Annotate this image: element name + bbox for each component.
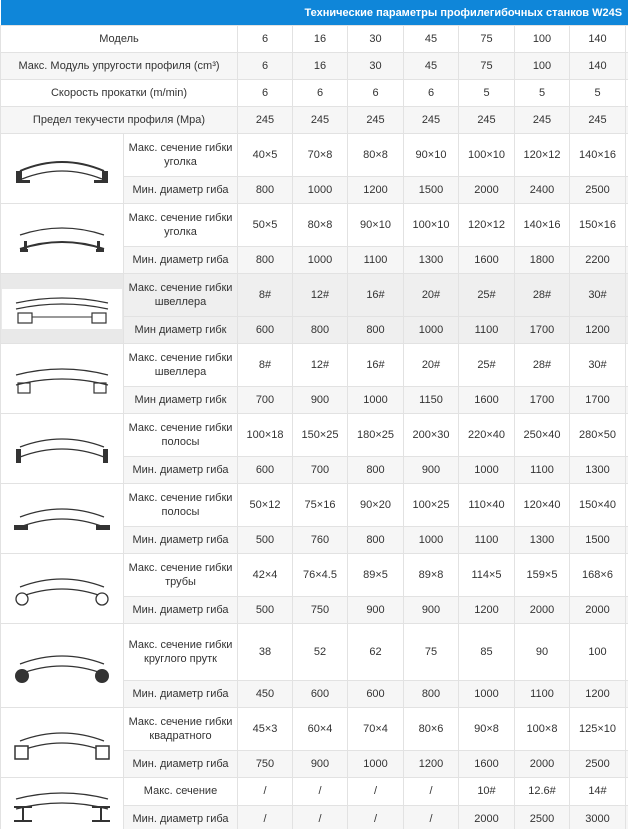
- value-cell: 12.6#: [515, 778, 570, 806]
- param-label: Макс. сечение гибки швеллера: [124, 274, 238, 317]
- value-cell: 45: [404, 53, 459, 80]
- value-cell: 1000: [293, 246, 348, 273]
- value-cell: 100×10: [459, 134, 515, 177]
- header-row: [1, 26, 628, 53]
- value-cell: 1500: [570, 526, 626, 553]
- value-cell: 1100: [515, 680, 570, 707]
- value-cell: /: [293, 778, 348, 806]
- value-cell: 1600: [459, 750, 515, 777]
- value-cell: 600: [238, 456, 293, 483]
- value-cell: 760: [293, 526, 348, 553]
- value-cell: 1000: [348, 386, 404, 413]
- param-label: Макс. сечение гибки полосы: [124, 484, 238, 527]
- value-cell: 42×4: [238, 554, 293, 597]
- value-cell: 900: [404, 456, 459, 483]
- value-cell: 750: [238, 750, 293, 777]
- value-cell: 20#: [404, 274, 459, 317]
- value-cell: 900: [293, 386, 348, 413]
- value-cell: 1000: [459, 680, 515, 707]
- value-cell: 2000: [515, 750, 570, 777]
- param-label: Макс. сечение гибки уголка: [124, 204, 238, 247]
- value-cell: 6: [238, 53, 293, 80]
- angle-in-icon: [2, 219, 122, 259]
- value-cell: 1200: [459, 596, 515, 623]
- value-cell: 120×12: [515, 134, 570, 177]
- value-cell: 245: [459, 107, 515, 134]
- value-cell: 75: [459, 26, 515, 53]
- value-cell: 450: [238, 680, 293, 707]
- header-label: Модель: [1, 26, 238, 53]
- value-cell: 245: [404, 107, 459, 134]
- value-cell: 800: [348, 316, 404, 343]
- param-label: Мин диаметр гибк: [124, 316, 238, 343]
- value-cell: 90×10: [348, 204, 404, 247]
- data-row: [1, 204, 628, 247]
- value-cell: 76×4.5: [293, 554, 348, 597]
- value-cell: 150×40: [570, 484, 626, 527]
- value-cell: 1200: [348, 176, 404, 203]
- data-row: [1, 708, 628, 751]
- value-cell: 90: [515, 624, 570, 681]
- value-cell: 159×5: [515, 554, 570, 597]
- value-cell: 2500: [570, 176, 626, 203]
- value-cell: 150×16: [570, 204, 626, 247]
- header-label: Макс. Модуль упругости профиля (cm³): [1, 53, 238, 80]
- header-row: [1, 53, 628, 80]
- value-cell: 800: [293, 316, 348, 343]
- data-row: [1, 344, 628, 387]
- value-cell: 1600: [459, 386, 515, 413]
- profile-image: [1, 134, 124, 204]
- value-cell: 110×40: [459, 484, 515, 527]
- value-cell: 140×16: [570, 134, 626, 177]
- param-label: Мин. диаметр гиба: [124, 750, 238, 777]
- value-cell: 200×30: [404, 414, 459, 457]
- value-cell: 1300: [515, 526, 570, 553]
- value-cell: 16#: [348, 274, 404, 317]
- value-cell: 28#: [515, 344, 570, 387]
- param-label: Мин. диаметр гиба: [124, 680, 238, 707]
- header-row: [1, 80, 628, 107]
- value-cell: 700: [293, 456, 348, 483]
- value-cell: 90×10: [404, 134, 459, 177]
- value-cell: 114×5: [459, 554, 515, 597]
- value-cell: 75: [459, 53, 515, 80]
- value-cell: 6: [293, 80, 348, 107]
- data-row: [1, 554, 628, 597]
- param-label: Мин. диаметр гиба: [124, 176, 238, 203]
- value-cell: 70×4: [348, 708, 404, 751]
- value-cell: 2400: [515, 176, 570, 203]
- header-label: Предел текучести профиля (Mpa): [1, 107, 238, 134]
- value-cell: 16: [293, 26, 348, 53]
- value-cell: 6: [238, 80, 293, 107]
- value-cell: 140×16: [515, 204, 570, 247]
- value-cell: 1000: [293, 176, 348, 203]
- value-cell: 1100: [515, 456, 570, 483]
- value-cell: 70×8: [293, 134, 348, 177]
- value-cell: 1000: [404, 526, 459, 553]
- value-cell: 25#: [459, 344, 515, 387]
- value-cell: 62: [348, 624, 404, 681]
- value-cell: 89×5: [348, 554, 404, 597]
- param-label: Мин диаметр гибк: [124, 386, 238, 413]
- profile-image: [1, 344, 124, 414]
- value-cell: 1700: [570, 386, 626, 413]
- value-cell: 12#: [293, 344, 348, 387]
- angle-out-icon: [2, 149, 122, 189]
- value-cell: 2000: [570, 596, 626, 623]
- value-cell: 900: [348, 596, 404, 623]
- value-cell: 600: [238, 316, 293, 343]
- value-cell: 600: [348, 680, 404, 707]
- value-cell: 1200: [404, 750, 459, 777]
- value-cell: 250×40: [515, 414, 570, 457]
- value-cell: 700: [238, 386, 293, 413]
- value-cell: 800: [348, 456, 404, 483]
- value-cell: 80×8: [348, 134, 404, 177]
- value-cell: 30: [348, 26, 404, 53]
- param-label: Мин. диаметр гиба: [124, 526, 238, 553]
- value-cell: 16: [293, 53, 348, 80]
- value-cell: 52: [293, 624, 348, 681]
- value-cell: 1100: [348, 246, 404, 273]
- value-cell: 6: [404, 80, 459, 107]
- value-cell: 75×16: [293, 484, 348, 527]
- value-cell: /: [238, 805, 293, 829]
- value-cell: 2500: [570, 750, 626, 777]
- value-cell: 600: [293, 680, 348, 707]
- value-cell: 900: [293, 750, 348, 777]
- flat-bar-vertical-icon: [2, 429, 122, 469]
- value-cell: 140: [570, 26, 626, 53]
- value-cell: 30#: [570, 344, 626, 387]
- value-cell: 8#: [238, 274, 293, 317]
- value-cell: 245: [293, 107, 348, 134]
- square-tube-icon: [2, 723, 122, 763]
- value-cell: 1000: [348, 750, 404, 777]
- channel-out-icon: [2, 289, 122, 329]
- value-cell: 6: [348, 80, 404, 107]
- value-cell: 750: [293, 596, 348, 623]
- value-cell: 1800: [515, 246, 570, 273]
- value-cell: 180×25: [348, 414, 404, 457]
- value-cell: 245: [570, 107, 626, 134]
- value-cell: /: [404, 805, 459, 829]
- value-cell: 245: [515, 107, 570, 134]
- value-cell: 1100: [459, 316, 515, 343]
- value-cell: 80×6: [404, 708, 459, 751]
- value-cell: 125×10: [570, 708, 626, 751]
- value-cell: 12#: [293, 274, 348, 317]
- value-cell: 1300: [404, 246, 459, 273]
- profile-image: [1, 204, 124, 274]
- param-label: Макс. сечение гибки швеллера: [124, 344, 238, 387]
- value-cell: /: [293, 805, 348, 829]
- value-cell: 1700: [515, 316, 570, 343]
- param-label: Макс. сечение гибки трубы: [124, 554, 238, 597]
- flat-bar-horizontal-icon: [2, 499, 122, 539]
- param-label: Макс. сечение гибки уголка: [124, 134, 238, 177]
- value-cell: 100×10: [404, 204, 459, 247]
- profile-image: [1, 274, 124, 344]
- value-cell: 3000: [570, 805, 626, 829]
- value-cell: 2200: [570, 246, 626, 273]
- value-cell: /: [348, 778, 404, 806]
- value-cell: 150×25: [293, 414, 348, 457]
- data-row: [1, 624, 628, 681]
- value-cell: 14#: [570, 778, 626, 806]
- value-cell: 75: [404, 624, 459, 681]
- value-cell: 50×5: [238, 204, 293, 247]
- value-cell: 100: [515, 53, 570, 80]
- value-cell: 2000: [459, 176, 515, 203]
- value-cell: 90×8: [459, 708, 515, 751]
- value-cell: 2500: [515, 805, 570, 829]
- value-cell: 500: [238, 526, 293, 553]
- value-cell: 20#: [404, 344, 459, 387]
- param-label: Мин. диаметр гиба: [124, 246, 238, 273]
- value-cell: 1500: [404, 176, 459, 203]
- profile-image: [1, 554, 124, 624]
- value-cell: 50×12: [238, 484, 293, 527]
- profile-image: [1, 778, 124, 829]
- value-cell: 100×8: [515, 708, 570, 751]
- value-cell: 800: [348, 526, 404, 553]
- value-cell: /: [348, 805, 404, 829]
- value-cell: 89×8: [404, 554, 459, 597]
- param-label: Макс. сечение гибки квадратного: [124, 708, 238, 751]
- profile-image: [1, 484, 124, 554]
- value-cell: 30#: [570, 274, 626, 317]
- value-cell: 1700: [515, 386, 570, 413]
- value-cell: 10#: [459, 778, 515, 806]
- beam-icon: [2, 785, 122, 825]
- value-cell: 38: [238, 624, 293, 681]
- data-row: [1, 484, 628, 527]
- value-cell: 5: [515, 80, 570, 107]
- value-cell: 28#: [515, 274, 570, 317]
- value-cell: 800: [238, 246, 293, 273]
- value-cell: 245: [238, 107, 293, 134]
- value-cell: 168×6: [570, 554, 626, 597]
- value-cell: /: [404, 778, 459, 806]
- value-cell: 45×3: [238, 708, 293, 751]
- value-cell: 8#: [238, 344, 293, 387]
- data-row: [1, 414, 628, 457]
- value-cell: 100: [515, 26, 570, 53]
- value-cell: 800: [238, 176, 293, 203]
- value-cell: 1000: [404, 316, 459, 343]
- param-label: Мин. диаметр гиба: [124, 456, 238, 483]
- param-label: Макс. сечение: [124, 778, 238, 806]
- value-cell: 120×40: [515, 484, 570, 527]
- value-cell: 120×12: [459, 204, 515, 247]
- value-cell: 220×40: [459, 414, 515, 457]
- value-cell: 1200: [570, 680, 626, 707]
- value-cell: 25#: [459, 274, 515, 317]
- value-cell: 2000: [459, 805, 515, 829]
- value-cell: 1150: [404, 386, 459, 413]
- value-cell: 6: [238, 26, 293, 53]
- data-row: [1, 134, 628, 177]
- value-cell: /: [238, 778, 293, 806]
- value-cell: 100×25: [404, 484, 459, 527]
- value-cell: 500: [238, 596, 293, 623]
- value-cell: 1100: [459, 526, 515, 553]
- param-label: Макс. сечение гибки круглого прутк: [124, 624, 238, 681]
- value-cell: 900: [404, 596, 459, 623]
- profile-image: [1, 708, 124, 778]
- value-cell: 1300: [570, 456, 626, 483]
- param-label: Мин. диаметр гиба: [124, 596, 238, 623]
- value-cell: 60×4: [293, 708, 348, 751]
- header-row: [1, 107, 628, 134]
- value-cell: 5: [570, 80, 626, 107]
- value-cell: 90×20: [348, 484, 404, 527]
- value-cell: 1600: [459, 246, 515, 273]
- value-cell: 85: [459, 624, 515, 681]
- value-cell: 16#: [348, 344, 404, 387]
- value-cell: 100: [570, 624, 626, 681]
- value-cell: 800: [404, 680, 459, 707]
- tube-icon: [2, 569, 122, 609]
- value-cell: 40×5: [238, 134, 293, 177]
- header-label: Скорость прокатки (m/min): [1, 80, 238, 107]
- round-bar-icon: [2, 646, 122, 686]
- value-cell: 1200: [570, 316, 626, 343]
- value-cell: 100×18: [238, 414, 293, 457]
- param-label: Мин. диаметр гиба: [124, 805, 238, 829]
- value-cell: 140: [570, 53, 626, 80]
- value-cell: 1000: [459, 456, 515, 483]
- data-row: [1, 778, 628, 806]
- value-cell: 2000: [515, 596, 570, 623]
- value-cell: 45: [404, 26, 459, 53]
- value-cell: 5: [459, 80, 515, 107]
- value-cell: 280×50: [570, 414, 626, 457]
- value-cell: 245: [348, 107, 404, 134]
- channel-in-icon: [2, 359, 122, 399]
- table-title: Технические параметры профилегибочных станков W24S: [1, 0, 628, 26]
- profile-image: [1, 624, 124, 708]
- data-row: [1, 274, 628, 317]
- value-cell: 80×8: [293, 204, 348, 247]
- value-cell: 30: [348, 53, 404, 80]
- param-label: Макс. сечение гибки полосы: [124, 414, 238, 457]
- profile-image: [1, 414, 124, 484]
